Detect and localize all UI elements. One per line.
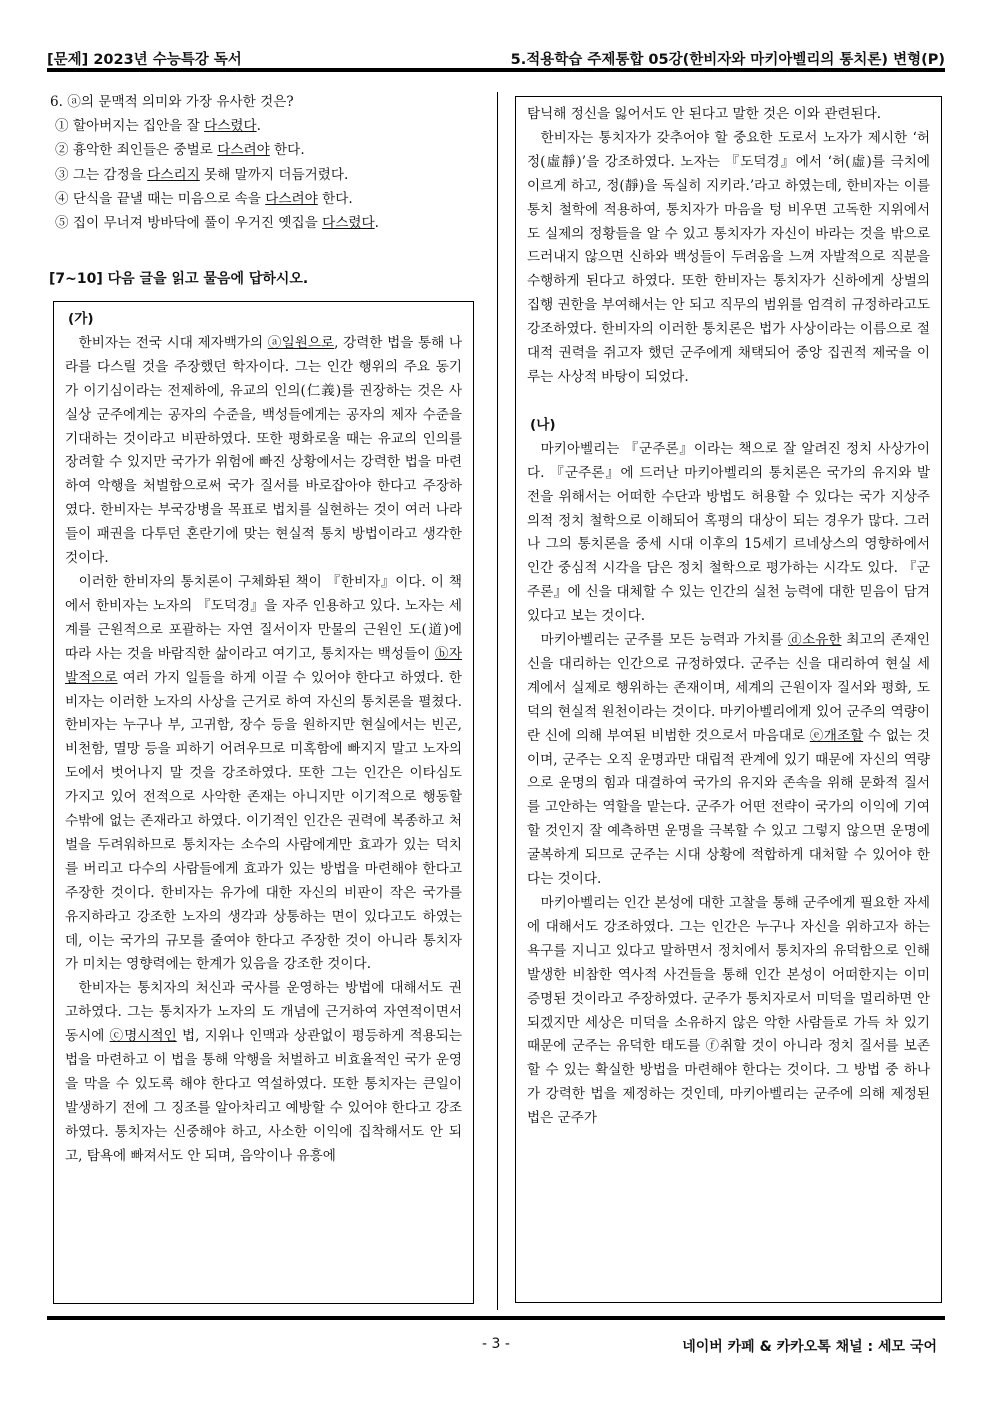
section-instruction: [7~10] 다음 글을 읽고 물음에 답하시오. <box>49 271 309 287</box>
question-6-option-2[interactable]: ② 흉악한 죄인들은 중벌로 다스려야 한다. <box>55 142 305 159</box>
column-divider <box>497 92 498 1310</box>
passage-na-paragraph-2: 마키아벨리는 군주를 모든 능력과 가치를 ⓓ소유한 최고의 존재인 신을 대리하는 인간으로 규정하였다. 군주는 신을 대리하여 현실 세계에서 실제로 행위하는 존재이며, 세계의 근원이자 질서와 평화, 도덕의 현실적 원천이라는 것이다. 마키아벨리에게 있어 군주의 역량이란 신에 의해 부여된 비범한 것으로서 마음대로 ⓔ개조할 수 없는 것이며, 군주는 오직 운명과만 대립적 관계에 있기 때문에 자신의 역량으로 운명의 힘과 대결하여 국가의 유지와 존속을 위해 문화적 질서를 고안하는 역할을 맡는다. 군주가 어떤 전략이 국가의 이익에 기여할 것인지 잘 예측하면 운명을 극복할 수 있고 그렇지 않으면 운명에 굴복하게 되므로 군주는 시대 상황에 적합하게 대처할 수 있어야 한다는 것이다. <box>527 632 930 888</box>
question-6-option-3[interactable]: ③ 그는 감정을 다스리지 못해 말까지 더듬거렸다. <box>55 166 349 183</box>
header-lesson-title: 5.적용학습 주제통합 05강(한비자와 마키아벨리의 통치론) 변형(P) <box>510 52 945 68</box>
header-exam-title: [문제] 2023년 수능특강 독서 <box>47 52 242 68</box>
term-a: ⓐ일원으로 <box>267 334 335 351</box>
passage-na-paragraph-1: 마키아벨리는 『군주론』이라는 책으로 잘 알려진 정치 사상가이다. 『군주론』에 드러난 마키아벨리의 통치론은 국가의 유지와 발전을 위해서는 어떠한 수단과 방법도 허용할 수 있다는 국가 지상주의적 정치 철학으로 이해되어 혹평의 대상이 되는 경우가 많다. 그러나 그의 통치론을 중세 시대 이후의 15세기 르네상스의 영향하에서 인간 중심적 시각을 담은 정치 철학으로 평가하는 시각도 있다. 『군주론』에 신을 대체할 수 있는 인간의 실천 능력에 대한 믿음이 담겨 있다고 보는 것이다. <box>527 440 930 625</box>
question-6-stem: 6. ⓐ의 문맥적 의미와 가장 유사한 것은? <box>50 94 294 110</box>
term-b: ⓑ자발적으로 <box>65 645 462 686</box>
passage-na-label: (나) <box>530 416 556 433</box>
term-e: ⓔ개조할 <box>809 727 864 744</box>
footer-channel: 네이버 카페 & 카카오톡 채널 : 세모 국어 <box>682 1339 937 1355</box>
passage-na-paragraph-3: 마키아벨리는 인간 본성에 대한 고찰을 통해 군주에게 필요한 자세에 대해서도 강조하였다. 그는 인간은 누구나 자신을 위하고자 하는 욕구를 지니고 있다고 말하면서 정치에서 통치자의 유덕함으로 인해 발생한 비참한 역사적 사건들을 통해 인간 본성이 어떠한지는 이미 증명된 것이라고 주장하였다. 군주가 통치자로서 미덕을 멀리하면 안 되겠지만 세상은 미덕을 소유하지 않은 악한 사람들로 가득 차 있기 때문에 군주는 유덕한 태도를 ⓕ취할 것이 아니라 정치 질서를 보존할 수 있는 확실한 방법을 마련해야 한다는 것이다. 그 방법 중 하나가 강력한 법을 제정하는 것인데, 마키아벨리는 군주에 의해 제정된 법은 군주가 <box>527 895 930 1127</box>
passage-ga-paragraph-1: 한비자는 전국 시대 제자백가의 ⓐ일원으로, 강력한 법을 통해 나라를 다스릴 것을 주장했던 학자이다. 그는 인간 행위의 주요 동기가 이기심이라는 전제하에, 유교의 인의(仁義)를 권장하는 것은 사실상 군주에게는 공자의 수준을, 백성들에게는 공자의 제자 수준을 기대하는 것이라고 비판하였다. 또한 평화로울 때는 유교의 인의를 장려할 수 있지만 국가가 위험에 빠진 상황에서는 강력한 법을 마련하여 악행을 처벌함으로써 국가 질서를 바로잡아야 한다고 주장하였다. 한비자는 부국강병을 목표로 법치를 실현하는 것이 여러 나라들이 패권을 다투던 혼란기에 맞는 현실적 통치 방법이라고 생각한 것이다. <box>65 334 462 567</box>
term-c: ⓒ명시적인 <box>109 1028 177 1045</box>
passage-ga-paragraph-2: 이러한 한비자의 통치론이 구체화된 책이 『한비자』이다. 이 책에서 한비자는 노자의 『도덕경』을 자주 인용하고 있다. 노자는 세계를 근원적으로 포괄하는 자연 질서이자 만물의 근원인 도(道)에 따라 사는 것을 바람직한 삶이라고 여기고, 통치자는 백성들이 ⓑ자발적으로 여러 가지 일들을 하게 이끌 수 있어야 한다고 하였다. 한비자는 이러한 노자의 사상을 근거로 하여 자신의 통치론을 펼쳤다. 한비자는 누구나 부, 고귀함, 장수 등을 원하지만 현실에서는 빈곤, 비천함, 멸망 등을 피하기 어려우므로 미혹함에 빠지지 말고 노자의 도에서 벗어나지 말 것을 강조하였다. 또한 그는 인간은 이타심도 가지고 있어 전적으로 사악한 존재는 아니지만 이기적으로 행동할 수밖에 없는 존재라고 하였다. 이기적인 인간은 권력에 복종하고 처벌을 두려워하므로 통치자는 소수의 사람에게만 효과가 있는 덕치를 버리고 다수의 사람들에게 효과가 있는 방법을 마련해야 한다고 주장한 것이다. 한비자는 유가에 대한 자신의 비판이 작은 국가를 유지하라고 강조한 노자의 생각과 상통하는 면이 있다고도 하였는데, 이는 국가의 규모를 줄여야 한다고 주장한 것이 아니라 통치자가 미치는 영향력에는 한계가 있음을 강조한 것이다. <box>65 573 462 973</box>
passage-box-left <box>53 301 474 1304</box>
question-6-option-4[interactable]: ④ 단식을 끝낼 때는 미음으로 속을 다스려야 한다. <box>55 190 353 207</box>
section-gap <box>527 390 930 414</box>
page-header <box>47 44 945 68</box>
term-d: ⓓ소유한 <box>788 632 842 649</box>
page-number: - 3 - <box>482 1336 510 1352</box>
passage-box-right <box>515 96 942 1303</box>
passage-ga-paragraph-3: 한비자는 통치자의 처신과 국사를 운영하는 방법에 대해서도 권고하였다. 그는 통치자가 노자의 도 개념에 근거하여 자연적이면서 동시에 ⓒ명시적인 법, 지위나 인맥과 상관없이 평등하게 적용되는 법을 마련하고 이 법을 통해 악행을 처벌하고 비효율적인 국가 운영을 막을 수 있도록 해야 한다고 역설하였다. 또한 통치자는 큰일이 발생하기 전에 그 징조를 알아차리고 예방할 수 있어야 한다고 강조하였다. 통치자는 신중해야 하고, 사소한 이익에 집착해서도 안 되고, 탐욕에 빠져서도 안 되며, 음악이나 유흥에 <box>65 980 463 1164</box>
question-6 <box>47 90 477 235</box>
question-6-option-5[interactable]: ⑤ 집이 무너져 방바닥에 풀이 우거진 옛집을 다스렸다. <box>55 215 379 232</box>
header-rule <box>47 68 945 72</box>
passage-ga-continuation: 탐닉해 정신을 잃어서도 안 된다고 말한 것은 이와 관련된다. <box>527 106 882 122</box>
passage-ga-paragraph-4: 한비자는 통치자가 갖추어야 할 중요한 도로서 노자가 제시한 ‘허정(虛靜)’을 강조하였다. 노자는 『도덕경』에서 ‘허(虛)를 극치에 이르게 하고, 정(靜)을 독실히 지키라.’라고 하였는데, 한비자는 이를 통치 철학에 적용하여, 통치자가 마음을 텅 비우면 고독한 지위에서도 실제의 정황들을 알 수 있고 통치자가 자신이 바라는 것을 밖으로 드러내지 않으면 신하와 백성들이 두려움을 느껴 자발적으로 직분을 수행하게 된다고 하였다. 또한 한비자는 통치자가 신하에게 상벌의 집행 권한을 부여해서는 안 되고 직무의 범위를 엄격히 규정하라고도 강조하였다. 한비자의 이러한 통치론은 법가 사상이라는 이름으로 절대적 권력을 쥐고자 했던 군주에게 채택되어 중앙 집권적 제국을 이루는 사상적 바탕이 되었다. <box>527 129 931 385</box>
question-6-option-1[interactable]: ① 할아버지는 집안을 잘 다스렸다. <box>55 118 261 135</box>
passage-ga-label: (가) <box>68 311 94 327</box>
footer-rule <box>47 1316 945 1320</box>
